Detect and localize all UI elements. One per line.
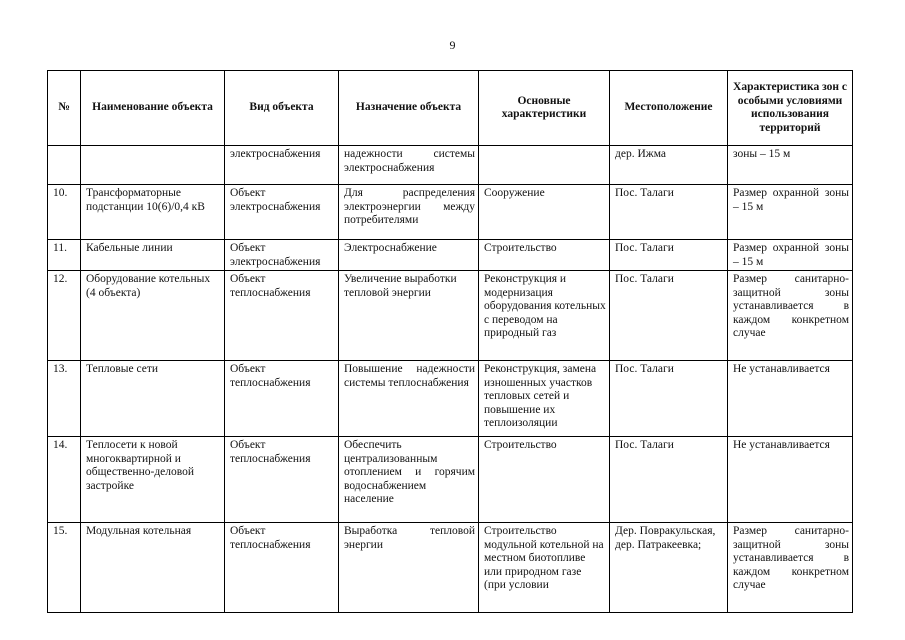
- cell-location: Пос. Талаги: [610, 271, 728, 361]
- cell-purpose: Для распределения электроэнергии между потребителями: [339, 185, 479, 240]
- cell-name: Оборудование котельных (4 объекта): [81, 271, 225, 361]
- table-header-row: [48, 71, 853, 146]
- cell-num: 14.: [48, 437, 81, 523]
- cell-name: Тепловые сети: [81, 361, 225, 437]
- cell-num: 12.: [48, 271, 81, 361]
- cell-purpose: надежности системы электроснабжения: [339, 146, 479, 185]
- cell-location: Пос. Талаги: [610, 361, 728, 437]
- cell-type: электроснабжения: [225, 146, 339, 185]
- header-location: Местоположение: [610, 71, 728, 146]
- cell-location: дер. Ижма: [610, 146, 728, 185]
- table-row: [48, 437, 853, 523]
- cell-location: Пос. Талаги: [610, 240, 728, 271]
- cell-num: [48, 146, 81, 185]
- cell-zone: Размер охранной зоны – 15 м: [728, 185, 853, 240]
- table-row: [48, 146, 853, 185]
- cell-location: Дер. Повракульская, дер. Патракеевка;: [610, 523, 728, 613]
- cell-name: Кабельные линии: [81, 240, 225, 271]
- cell-specs: Строительство модульной котельной на местном биотопливе или природном газе (при условии: [479, 523, 610, 613]
- cell-type: Объект теплоснабжения: [225, 437, 339, 523]
- cell-specs: Реконструкция, замена изношенных участков тепловых сетей и повышение их теплоизоляции: [479, 361, 610, 437]
- cell-num: 15.: [48, 523, 81, 613]
- cell-specs: Реконструкция и модернизация оборудования котельных с переводом на природный газ: [479, 271, 610, 361]
- header-name: Наименование объекта: [81, 71, 225, 146]
- page-number: 9: [449, 38, 456, 52]
- header-specs: Основные характеристики: [479, 71, 610, 146]
- cell-name: Трансформаторные подстанции 10(6)/0,4 кВ: [81, 185, 225, 240]
- cell-type: Объект электроснабжения: [225, 240, 339, 271]
- cell-zone: Размер охранной зоны – 15 м: [728, 240, 853, 271]
- cell-name: Теплосети к новой многоквартирной и общественно-деловой застройке: [81, 437, 225, 523]
- cell-purpose: Выработка тепловой энергии: [339, 523, 479, 613]
- table-row: [48, 271, 853, 361]
- cell-type: Объект теплоснабжения: [225, 361, 339, 437]
- cell-purpose: Обеспечить централизованным отоплением и горячим водоснабжением население: [339, 437, 479, 523]
- objects-table: [47, 70, 853, 613]
- cell-type: Объект электроснабжения: [225, 185, 339, 240]
- header-type: Вид объекта: [225, 71, 339, 146]
- header-purpose: Назначение объекта: [339, 71, 479, 146]
- cell-specs: [479, 146, 610, 185]
- cell-num: 10.: [48, 185, 81, 240]
- cell-type: Объект теплоснабжения: [225, 523, 339, 613]
- cell-purpose: Увеличение выработки тепловой энергии: [339, 271, 479, 361]
- cell-specs: Сооружение: [479, 185, 610, 240]
- cell-zone: Не устанавливается: [728, 437, 853, 523]
- table-row: [48, 361, 853, 437]
- table-row: [48, 240, 853, 271]
- header-zone: Характеристика зон с особыми условиями использования территорий: [728, 71, 853, 146]
- header-num: №: [48, 71, 81, 146]
- cell-specs: Строительство: [479, 240, 610, 271]
- cell-num: 13.: [48, 361, 81, 437]
- table-row: [48, 523, 853, 613]
- cell-zone: Размер санитарно-защитной зоны устанавливается в каждом конкретном случае: [728, 271, 853, 361]
- cell-location: Пос. Талаги: [610, 185, 728, 240]
- cell-name: [81, 146, 225, 185]
- table-row: [48, 185, 853, 240]
- cell-type: Объект теплоснабжения: [225, 271, 339, 361]
- cell-num: 11.: [48, 240, 81, 271]
- cell-zone: зоны – 15 м: [728, 146, 853, 185]
- cell-zone: Не устанавливается: [728, 361, 853, 437]
- cell-purpose: Электроснабжение: [339, 240, 479, 271]
- cell-name: Модульная котельная: [81, 523, 225, 613]
- cell-zone: Размер санитарно-защитной зоны устанавливается в каждом конкретном случае: [728, 523, 853, 613]
- cell-purpose: Повышение надежности системы теплоснабжения: [339, 361, 479, 437]
- cell-location: Пос. Талаги: [610, 437, 728, 523]
- cell-specs: Строительство: [479, 437, 610, 523]
